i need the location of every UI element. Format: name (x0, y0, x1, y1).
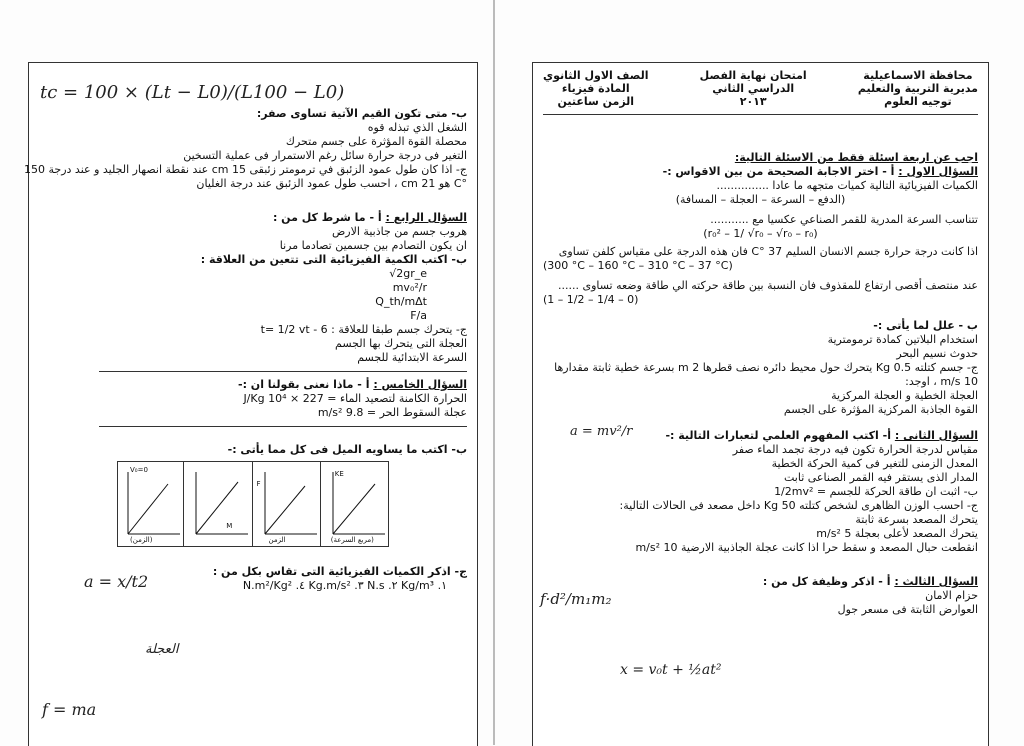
q4-c1: العجلة التى يتحرك بها الجسم (335, 337, 467, 350)
q2-b-line: ب- اثبت ان طاقة الحركة للجسم = 1/2mv² (774, 485, 978, 498)
q5-heading (39, 378, 467, 392)
graph-1 (323, 462, 388, 546)
lp-b-title: ب- متى تكون القيم الآتية تساوى صفر: (256, 107, 467, 120)
slope-graphs (117, 461, 389, 547)
q1-b-title: ب - علل لما يأتى :- (873, 319, 978, 332)
graph-3 (186, 462, 252, 546)
page-fold (493, 0, 495, 745)
q1-b2: حدوث نسيم البحر (896, 347, 978, 360)
q3-a-title: أ - اذكر وظيفة كل من : (762, 575, 891, 588)
q4-c-line: ج- يتحرك جسم طبقا للعلاقة : t= 1/2 vt - 6 (260, 323, 467, 336)
lp-c-line2: °C هو 21 cm ، احسب طول عمود الزئبق عند درجة الغليان (196, 177, 467, 190)
q2-c1: يتحرك المصعد بسرعة ثابتة (855, 513, 978, 526)
handwritten-circular-note: a = mv²/r (570, 424, 633, 439)
divider (543, 114, 978, 115)
header-col-exam (700, 69, 807, 108)
handwritten-kinematics-note: x = v₀t + ½at² (620, 662, 722, 678)
lp-c-line: ج- اذا كان طول عمود الزئبق في ترمومتر زئبقى 15 cm عند نقطة انصهار الجليد و عند درجة 150 (24, 163, 467, 176)
q1-a4-options: (1 – 1/2 – 1/4 – 0) (543, 293, 639, 306)
graph-2-axes (255, 462, 321, 546)
graph-2-xlabel: الزمن (268, 536, 286, 544)
q1-a2: تتناسب السرعة المدرية للقمر الصناعي عكسيا مع ........... (710, 213, 978, 226)
q1-a2-options: (r₀² – 1/ √r₀ – √r₀ – r₀) (703, 227, 818, 240)
graph-1-xlabel: (مربع السرعة) (330, 536, 374, 544)
q5-b-title: ب- اكتب ما يساويه الميل فى كل مما يأتى :- (227, 443, 467, 456)
q5-a2: عجلة السقوط الحر = 9.8 m/s² (317, 406, 467, 419)
divider (99, 371, 467, 372)
instruction: اجب عن اربعة اسئلة فقط من الاسئلة التالية: (734, 151, 978, 164)
q2-c-line: ج- احسب الوزن الظاهرى لشخص كتلته 50 Kg داخل مصعد فى الحالات التالية: (619, 499, 978, 512)
q2-c2: يتحرك المصعد لأعلى بعجلة 5 m/s² (816, 527, 978, 540)
graph-3-xlabel: M (226, 522, 233, 530)
graph-4 (118, 462, 184, 546)
header-text: الصف الاول الثانوي (543, 69, 649, 82)
graph-4-xlabel: (الزمن) (130, 536, 153, 544)
q2-a3: المدار الذى يستقر فيه القمر الصناعى ثابت (783, 471, 978, 484)
q4-title: السؤال الرابع : (385, 211, 467, 224)
header-text: المادة فيزياء (561, 82, 630, 95)
header-text: ٢٠١٣ (739, 95, 767, 108)
q1-a1-options: (الدفع – السرعة – العجلة – المسافة) (675, 193, 846, 206)
q4-a-title: أ - ما شرط كل من : (272, 211, 382, 224)
graph-1-ylabel: KE (334, 470, 344, 478)
q1-c1: العجلة الخطية و العجلة المركزية (831, 389, 978, 402)
q4-b3: Q_th/mΔt (375, 295, 427, 308)
right-exam-page (532, 62, 989, 746)
header-text: الزمن ساعتين (557, 95, 635, 108)
q3-a1: حزام الامان (925, 589, 978, 602)
handwritten-force-note: f·d²/m₁m₂ (540, 590, 612, 608)
q1-title: السؤال الاول : (898, 165, 978, 178)
graph-4-axes (118, 462, 184, 546)
q1-c-line: ج- جسم كتلته 0.5 Kg يتحرك حول محيط دائره نصف قطرها 2 m بسرعة خطية ثابتة مقدارها (554, 361, 978, 374)
q4-heading (39, 211, 467, 225)
q1-a1: الكميات الفيزيائية التالية كميات متجهه ما عادا ............... (716, 179, 978, 192)
q5-a-title: أ - ماذا نعنى بقولنا ان :- (238, 378, 370, 391)
graph-2 (255, 462, 321, 546)
q1-c2: القوة الجاذبة المركزية المؤثرة على الجسم (783, 403, 978, 416)
q4-c2: السرعة الابتدائية للجسم (357, 351, 467, 364)
header-text: محافظة الاسماعيلية (863, 69, 973, 82)
left-exam-page (24, 62, 478, 746)
q1-a-title: أ - اختر الاجابة الصحيحة من بين الاقواس :- (662, 165, 895, 178)
q3-heading (543, 575, 978, 589)
q4-a1: هروب جسم من جاذبية الارض (332, 225, 467, 238)
graph-1-axes (323, 462, 389, 546)
q4-a2: ان يكون التصادم بين جسمين تصادما مرنا (279, 239, 467, 252)
q4-b1: √2gr_e (389, 267, 427, 280)
handwritten-tc-formula: tc = 100 × (Lt − L0)/(L100 − L0) (40, 82, 345, 103)
header-text: توجيه العلوم (884, 95, 952, 108)
q1-c-line2: 10 m/s ، اوجد: (905, 375, 978, 388)
lp-b1: الشغل الذي تبذله قوه (367, 121, 467, 134)
q5-a1: الحرارة الكامنة لتصعيد الماء = 227 × 10⁴ J/Kg (243, 392, 467, 405)
q5-c-title: ج- اذكر الكميات الفيزيائية التى تقاس بكل من : (212, 565, 467, 578)
lp-b2: محصلة القوة المؤثرة على جسم متحرك (285, 135, 467, 148)
q2-a-title: أ- اكتب المفهوم العلمي لتعبارات التالية :- (665, 429, 891, 442)
q1-a3-options: (300 °C – 160 °C – 310 °C – 37 °C) (543, 259, 733, 272)
q5-title: السؤال الخامس : (373, 378, 467, 391)
q4-b4: F/a (410, 309, 427, 322)
q1-a4: عند منتصف أقصى ارتفاع للمقذوف فان النسبة بين طاقة حركته الي طاقة وضعه تساوى ...... (557, 279, 978, 292)
q3-title: السؤال الثالث : (894, 575, 978, 588)
header-text: مديرية التربية والتعليم (857, 82, 978, 95)
divider (99, 426, 467, 427)
graph-4-ylabel: V₀=0 (130, 466, 148, 474)
exam-header (543, 69, 978, 108)
header-col-governorate (858, 69, 978, 108)
q4-b2: mv₀²/r (392, 281, 427, 294)
q2-a1: مقياس لدرجة الحرارة تكون فيه درجة تجمد الماء صفر (732, 443, 978, 456)
q2-a2: المعدل الزمنى للتغير فى كمية الحركة الخطية (771, 457, 978, 470)
lp-b3: التغير فى درجة حرارة سائل رغم الاستمرار فى عملية التسخين (183, 149, 467, 162)
header-col-grade (543, 69, 648, 108)
q1-a3: اذا كانت درجة حرارة جسم الانسان السليم 37 °C فان هذه الدرجة على مقياس كلفن تساوى (558, 245, 978, 258)
q2-title: السؤال الثانى : (894, 429, 978, 442)
q3-a2: العوارض الثابتة فى مسعر جول (837, 603, 978, 616)
q1-b1: استخدام البلاتين كمادة ترمومترية (827, 333, 978, 346)
handwritten-accel-note: العجلة (145, 642, 179, 657)
q4-b-title: ب- اكتب الكمية الفيزيائية التى تتعين من العلاقة : (200, 253, 467, 266)
q1-heading (543, 165, 978, 179)
header-text: امتحان نهاية الفصل (699, 69, 807, 82)
q5-c-units: N.m²/Kg² .٤ Kg.m/s² .٣ N.s .٢ Kg/m³ .١ (242, 579, 447, 592)
header-text: الدراسي الثاني (712, 82, 795, 95)
q2-c3: انقطعت حبال المصعد و سقط حرا اذا كانت عجلة الجاذبية الارضية 10 m/s² (635, 541, 978, 554)
handwritten-fma: f = ma (42, 700, 97, 719)
graph-3-axes (186, 462, 252, 546)
graph-2-ylabel: F (256, 480, 261, 488)
handwritten-slope-note: a = x/t2 (84, 572, 149, 591)
